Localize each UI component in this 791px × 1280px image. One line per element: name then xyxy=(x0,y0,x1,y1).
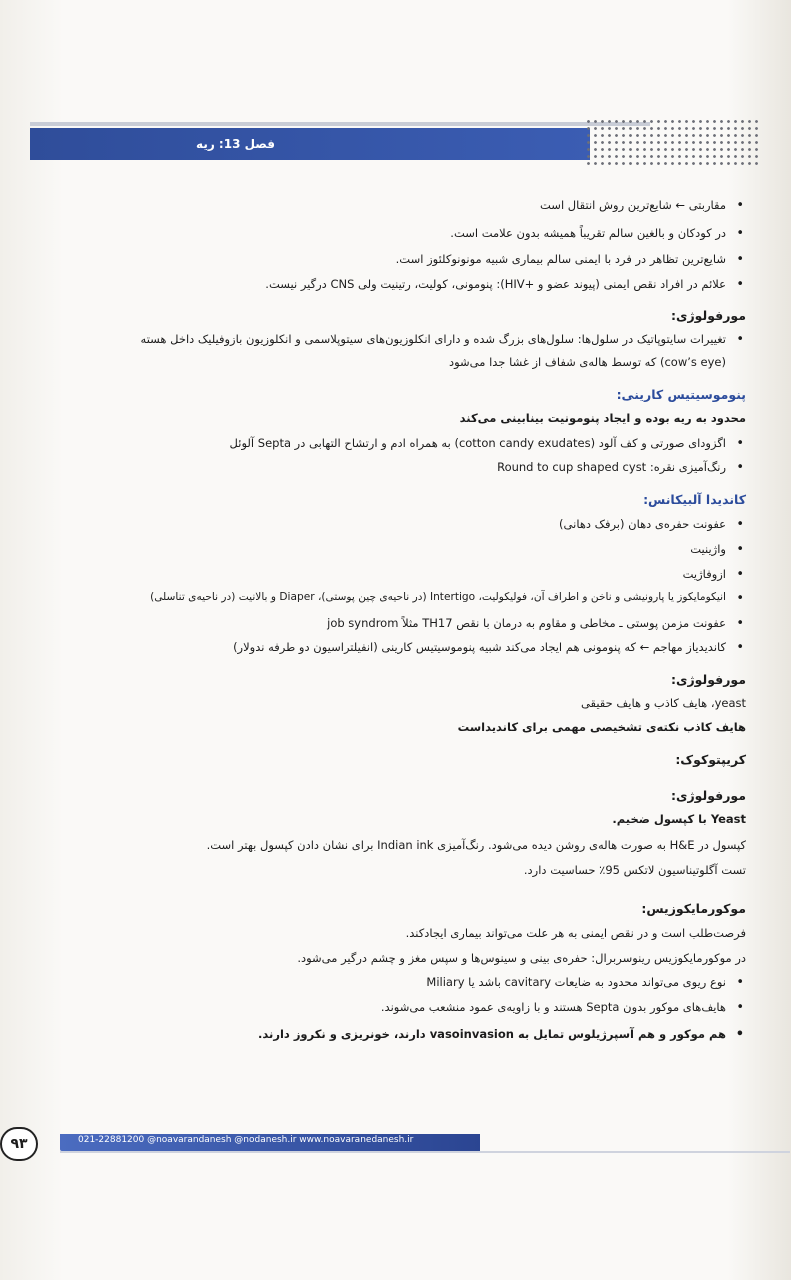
bullet-line: • شایع‌ترین تظاهر در فرد با ایمنی سالم بیماری شبیه مونونوکلئوز است. xyxy=(396,252,726,266)
bullet-line: • رنگ‌آمیزی نقره: Round to cup shaped cyst xyxy=(497,460,726,474)
text-line: تست آگلوتیناسیون لاتکس 95٪ حساسیت دارد. xyxy=(523,863,746,877)
bullet-line: • علائم در افراد نقص ایمنی (پیوند عضو و +HIV): پنومونی، کولیت، رتینیت ولی CNS درگیر نیست. xyxy=(265,277,726,291)
bullet-line: • هایف‌های موکور بدون Septa هستند و با زاویه‌ی عمود منشعب می‌شوند. xyxy=(381,1000,726,1014)
section-heading: مورفولوژی: xyxy=(671,672,746,687)
section-heading: مورفولوژی: xyxy=(671,308,746,323)
text-line: (cow’s eye) که توسط هاله‌ی شفاف از غشا جدا می‌شود xyxy=(448,355,726,369)
section-heading: کریپتوکوک: xyxy=(675,752,746,767)
bullet-line: • عفونت مزمن پوستی ـ مخاطی و مقاوم به درمان با نقص TH17 مثلاً job syndrom xyxy=(327,616,726,630)
chapter-header-bar xyxy=(30,128,590,160)
bullet-line: • واژینیت xyxy=(690,542,726,556)
text-line: هایف کاذب نکته‌ی تشخیصی مهمی برای کاندیداست xyxy=(457,720,746,734)
text-line: فرصت‌طلب است و در نقص ایمنی به هر علت می‌تواند بیماری ایجادکند. xyxy=(405,926,746,940)
bullet-line: • هم موکور و هم آسپرژیلوس تمایل به vasoinvasion دارند، خونریزی و نکروز دارند. xyxy=(258,1027,726,1041)
footer-contacts: 021-22881200 @noavarandanesh @nodanesh.ir www.noavaranedanesh.ir xyxy=(78,1135,414,1145)
bullet-line: • نوع ریوی می‌تواند محدود به ضایعات cavitary باشد یا Miliary xyxy=(426,975,726,989)
section-heading: کاندیدا آلبیکانس: xyxy=(643,492,746,507)
footer-bar xyxy=(60,1134,480,1151)
header-ribbon xyxy=(30,122,650,126)
section-heading: موکورمایکوزیس: xyxy=(641,901,746,916)
bullet-line: • مقاربتی ← شایع‌ترین روش انتقال است xyxy=(540,198,726,212)
section-heading: مورفولوژی: xyxy=(671,788,746,803)
bullet-line: • عفونت حفره‌ی دهان (برفک دهانی) xyxy=(559,517,726,531)
chapter-title: فصل 13: ریه xyxy=(196,137,275,151)
section-heading: پنوموسیتیس کارینی: xyxy=(616,387,746,402)
text-line: کپسول در H&E به صورت هاله‌ی روشن دیده می‌شود. رنگ‌آمیزی Indian ink برای نشان دادن کپسول بهتر است. xyxy=(206,838,746,852)
bullet-line: • کاندیدیاز مهاجم ← که پنومونی هم ایجاد می‌کند شبیه پنوموسیتیس کارینی (انفیلتراسیون دو طرفه ندولار) xyxy=(233,640,726,654)
text-line: yeast، هایف کاذب و هایف حقیقی xyxy=(580,696,746,710)
page-number: ۹۳ xyxy=(0,1127,38,1161)
bullet-line: • ازوفاژیت xyxy=(683,567,726,581)
text-line: در موکورمایکوزیس رینوسربرال: حفره‌ی بینی و سینوس‌ها و سپس مغز و چشم درگیر می‌شود. xyxy=(297,951,746,965)
bullet-line: • تغییرات سایتوپاتیک در سلول‌ها: سلول‌های بزرگ شده و دارای انکلوزیون‌های سیتوپلاسمی و انکلوزیون بازوفیلیک داخل هسته xyxy=(141,332,726,346)
text-line: محدود به ریه بوده و ایجاد پنومونیت بینابینی می‌کند xyxy=(459,411,746,425)
bullet-line: • انیکومایکوز یا پارونیشی و ناخن و اطراف آن، فولیکولیت، Intertigo (در ناحیه‌ی چین پوستی)، Diaper و بالانیت (در ناحیه‌ی تناسلی) xyxy=(150,591,726,603)
bullet-line: • در کودکان و بالغین سالم تقریباً همیشه بدون علامت است. xyxy=(450,226,726,240)
text-line: Yeast با کپسول ضخیم. xyxy=(612,812,746,826)
decorative-dot-pattern xyxy=(585,118,760,166)
bullet-line: • اگزودای صورتی و کف آلود (cotton candy exudates) به همراه ادم و ارتشاح التهابی در Septa آلوئل xyxy=(230,436,726,450)
